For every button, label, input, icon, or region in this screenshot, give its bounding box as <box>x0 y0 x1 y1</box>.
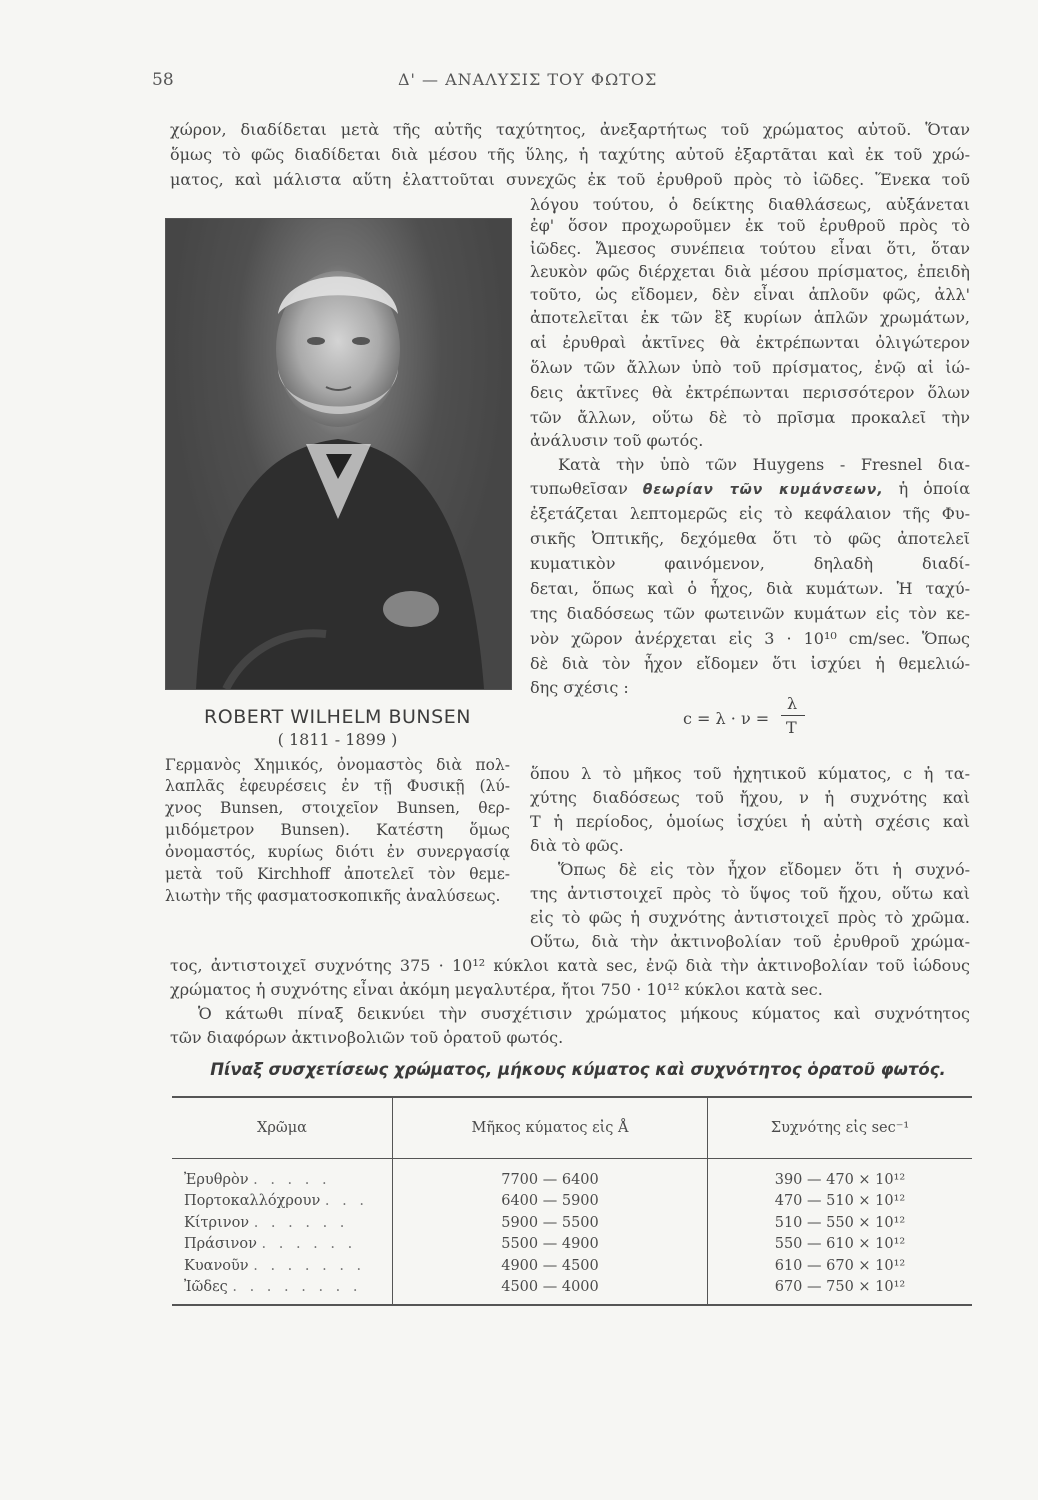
frequency-cell: 550 — 610 × 10¹² <box>708 1234 973 1256</box>
body-line: δης σχέσις : <box>530 678 629 697</box>
formula-left: c = λ · ν = <box>683 709 770 728</box>
color-cell <box>172 1212 393 1234</box>
running-title: Δ' — ΑΝΑΛΥΣΙΣ ΤΟΥ ΦΩΤΟΣ <box>398 70 658 89</box>
color-cell <box>172 1277 393 1306</box>
body-line: ματος, καὶ μάλιστα αὕτη ἐλαττοῦται συνεχῶς ἐκ τοῦ ἐρυθροῦ πρὸς τὸ ἰῶδες. Ἕνεκα τοῦ <box>170 170 970 189</box>
caption-line: μετὰ τοῦ Kirchhoff ἀποτελεῖ τὸν θεμε- <box>165 865 510 883</box>
body-line: λόγου τούτου, ὁ δείκτης διαθλάσεως, αὐξάνεται <box>530 195 970 214</box>
body-line: κυματικὸν φαινόμενον, δηλαδὴ διαδί- <box>530 554 970 573</box>
emphasized-term: θεωρίαν τῶν κυμάνσεων, <box>642 482 884 498</box>
body-line: Ὁ κάτωθι πίναξ δεικνύει τὴν συσχέτισιν χρώματος μήκους κύματος καὶ συχνότητος <box>198 1004 970 1023</box>
wavelength-cell: 5900 — 5500 <box>393 1212 708 1234</box>
body-line: εἰς τὸ φῶς ἡ συχνότης ἀντιστοιχεῖ πρὸς τὸ χρῶμα. <box>530 908 970 927</box>
body-line: δὲ διὰ τὸν ἦχον εἴδομεν ὅτι ἰσχύει ἡ θεμελιώ- <box>530 654 970 673</box>
body-line: δεται, ὅπως καὶ ὁ ἦχος, διὰ κυμάτων. Ἡ ταχύ- <box>530 579 970 598</box>
body-line: της ἀντιστοιχεῖ πρὸς τὸ ὕψος τοῦ ἤχου, οὕτω καὶ <box>530 884 970 903</box>
body-line <box>530 479 970 500</box>
body-line: δεις ἀκτῖνες θὰ ἐκτρέπωνται περισσότερον ὅλων <box>530 383 970 402</box>
caption-line: ὀνομαστός, κυρίως διότι ἐν συνεργασίᾳ <box>165 843 510 861</box>
fraction-bar <box>781 715 805 716</box>
color-name: Πορτοκαλλόχρουν <box>184 1193 321 1210</box>
body-line: διὰ τὸ φῶς. <box>530 836 624 855</box>
body-line: τῶν ἄλλων, οὕτω δὲ τὸ πρῖσμα προκαλεῖ τὴν <box>530 408 970 427</box>
table-row <box>172 1212 972 1234</box>
page-number: 58 <box>152 70 174 90</box>
body-line: ἀνάλυσιν τοῦ φωτός. <box>530 431 704 450</box>
leader-dots: . . . . . . . . <box>232 1279 362 1296</box>
wavelength-cell: 5500 — 4900 <box>393 1234 708 1256</box>
column-header: Χρῶμα <box>172 1097 393 1159</box>
caption-line: μιδόμετρον Bunsen). Κατέστη ὅμως <box>165 821 510 839</box>
body-line: Οὕτω, διὰ τὴν ἀκτινοβολίαν τοῦ ἐρυθροῦ χρώμα- <box>530 932 970 951</box>
body-line: ἀποτελεῖται ἐκ τῶν ἓξ κυρίων ἁπλῶν χρωμάτων, <box>530 308 970 327</box>
caption-line: λιωτὴν τῆς φασματοσκοπικῆς ἀναλύσεως. <box>165 887 501 905</box>
caption-line: Γερμανὸς Χημικός, ὀνομαστὸς διὰ πολ- <box>165 756 510 774</box>
color-name: Ἐρυθρὸν <box>184 1171 249 1188</box>
leader-dots: . . . . . <box>253 1171 331 1188</box>
body-line: Κατὰ τὴν ὑπὸ τῶν Huygens - Fresnel δια- <box>558 455 970 474</box>
portrait-photo <box>165 218 512 690</box>
body-line: χρώματος ἡ συχνότης εἶναι ἀκόμη μεγαλυτέρα, ἤτοι 750 · 10¹² κύκλοι κατὰ sec. <box>170 980 823 999</box>
color-name: Κυανοῦν <box>184 1257 249 1274</box>
body-line: ἐφ' ὅσον προχωροῦμεν ἐκ τοῦ ἐρυθροῦ πρὸς τὸ <box>530 216 970 235</box>
text-run: τυπωθεῖσαν <box>530 479 643 498</box>
caption-line: χνος Bunsen, στοιχεῖον Bunsen, θερ- <box>165 799 510 817</box>
formula-denominator: T <box>786 718 797 737</box>
body-line: χύτης διαδόσεως τοῦ ἤχου, ν ἡ συχνότης καὶ <box>530 788 970 807</box>
frequency-cell: 470 — 510 × 10¹² <box>708 1191 973 1213</box>
table-row <box>172 1255 972 1277</box>
wavelength-cell: 4500 — 4000 <box>393 1277 708 1306</box>
color-cell <box>172 1191 393 1213</box>
body-line: αἱ ἐρυθραὶ ἀκτῖνες θὰ ἐκτρέπωνται ὀλιγώτερον <box>530 333 970 352</box>
wavelength-cell: 4900 — 4500 <box>393 1255 708 1277</box>
table-row <box>172 1277 972 1306</box>
leader-dots: . . . . . . <box>261 1236 357 1253</box>
body-line: Ὅπως δὲ εἰς τὸν ἦχον εἴδομεν ὅτι ἡ συχνό- <box>558 860 970 879</box>
color-name: Ἰῶδες <box>184 1279 228 1296</box>
body-line: ὅμως τὸ φῶς διαδίδεται διὰ μέσου τῆς ὕλης, ἡ ταχύτης αὐτοῦ ἐξαρτᾶται καὶ ἐκ τοῦ χρώ- <box>170 145 970 164</box>
wavelength-cell: 7700 — 6400 <box>393 1159 708 1191</box>
caption-line: λαπλᾶς ἐφευρέσεις ἐν τῇ Φυσικῇ (λύ- <box>165 777 510 795</box>
color-table <box>172 1096 972 1306</box>
color-name: Κίτρινον <box>184 1214 250 1231</box>
body-line: ὅπου λ τὸ μῆκος τοῦ ἠχητικοῦ κύματος, c ἡ τα- <box>530 764 970 783</box>
body-line: σικῆς Ὀπτικῆς, δεχόμεθα ὅτι τὸ φῶς ἀποτελεῖ <box>530 529 970 548</box>
body-line: λευκὸν φῶς διέρχεται διὰ μέσου πρίσματος, ἐπειδὴ <box>530 262 970 281</box>
frequency-cell: 670 — 750 × 10¹² <box>708 1277 973 1306</box>
body-line: τοῦτο, ὡς εἴδομεν, δὲν εἶναι ἁπλοῦν φῶς, ἀλλ' <box>530 285 970 304</box>
portrait-name: ROBERT WILHELM BUNSEN <box>204 706 471 728</box>
wavelength-cell: 6400 — 5900 <box>393 1191 708 1213</box>
color-cell <box>172 1255 393 1277</box>
formula-numerator: λ <box>787 694 798 713</box>
text-run: ἡ ὁποία <box>883 479 971 498</box>
table-row <box>172 1159 972 1191</box>
frequency-cell: 610 — 670 × 10¹² <box>708 1255 973 1277</box>
body-line: ἰῶδες. Ἄμεσος συνέπεια τούτου εἶναι ὅτι, ὅταν <box>530 239 970 258</box>
body-line: τος, ἀντιστοιχεῖ συχνότης 375 · 10¹² κύκλοι κατὰ sec, ἐνῷ διὰ τὴν ἀκτινοβολίαν τοῦ ἰώδους <box>170 956 970 975</box>
frequency-cell: 390 — 470 × 10¹² <box>708 1159 973 1191</box>
body-line: νὸν χῶρον ἀνέρχεται εἰς 3 · 10¹⁰ cm/sec. Ὅπως <box>530 629 970 648</box>
color-cell <box>172 1159 393 1191</box>
body-line: ὅλων τῶν ἄλλων ὑπὸ τοῦ πρίσματος, ἐνῷ αἱ ἰώ- <box>530 358 970 377</box>
color-name: Πράσινον <box>184 1236 257 1253</box>
table-title: Πίναξ συσχετίσεως χρώματος, μήκους κύματος καὶ συχνότητος ὁρατοῦ φωτός. <box>210 1060 946 1079</box>
column-header: Μῆκος κύματος εἰς Å <box>393 1097 708 1159</box>
table-row <box>172 1191 972 1213</box>
column-header: Συχνότης εἰς sec⁻¹ <box>708 1097 973 1159</box>
color-cell <box>172 1234 393 1256</box>
body-line: ἐξετάζεται λεπτομερῶς εἰς τὸ κεφάλαιον τῆς Φυ- <box>530 504 970 523</box>
table-row <box>172 1234 972 1256</box>
leader-dots: . . . . . . <box>253 1214 349 1231</box>
table-header-row <box>172 1097 972 1159</box>
body-line: χώρον, διαδίδεται μετὰ τῆς αὐτῆς ταχύτητος, ἀνεξαρτήτως τοῦ χρώματος αὐτοῦ. Ὅταν <box>170 120 970 139</box>
body-line: T ἡ περίοδος, ὁμοίως ἰσχύει ἡ αὐτὴ σχέσις καὶ <box>530 812 970 831</box>
body-line: της διαδόσεως τῶν φωτεινῶν κυμάτων εἰς τὸν κε- <box>530 604 970 623</box>
frequency-cell: 510 — 550 × 10¹² <box>708 1212 973 1234</box>
leader-dots: . . . <box>324 1193 368 1210</box>
portrait-years: ( 1811 - 1899 ) <box>277 730 398 749</box>
leader-dots: . . . . . . . <box>253 1257 366 1274</box>
body-line: τῶν διαφόρων ἀκτινοβολιῶν τοῦ ὁρατοῦ φωτός. <box>170 1028 564 1047</box>
